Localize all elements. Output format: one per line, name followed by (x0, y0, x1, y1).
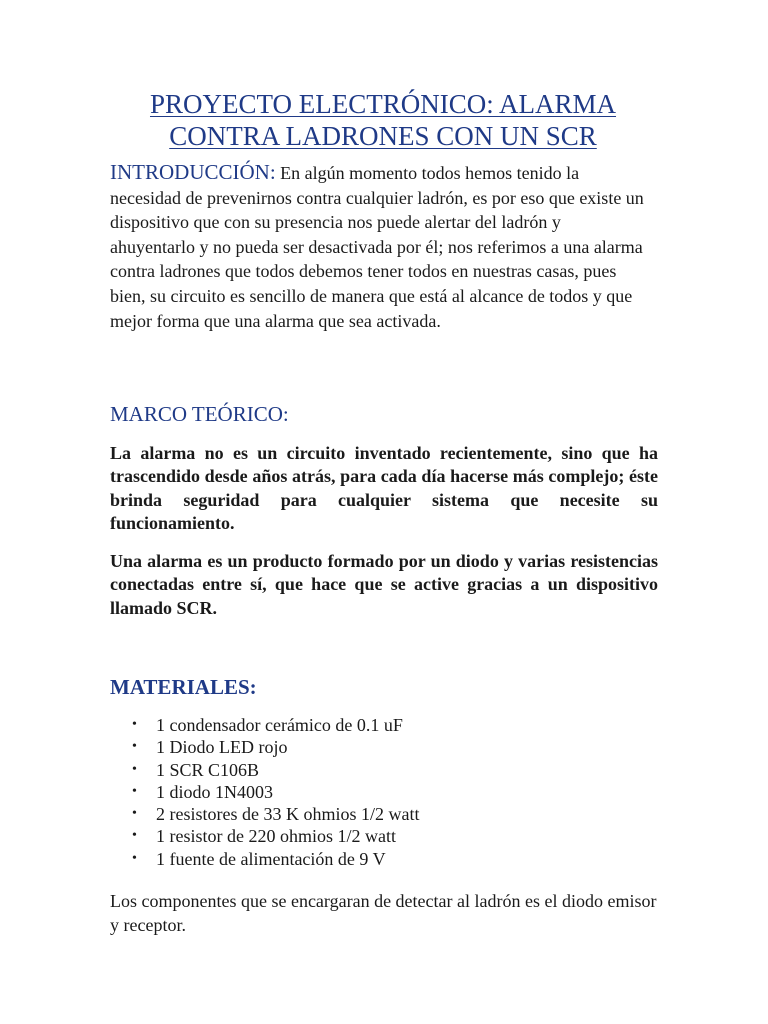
title-line-2: CONTRA LADRONES CON UN SCR (169, 121, 597, 151)
document-title (100, 88, 666, 152)
title-line-1: PROYECTO ELECTRÓNICO: ALARMA (149, 89, 617, 119)
materiales-heading: MATERIALES: (110, 675, 257, 699)
list-item: • 1 resistor de 220 ohmios 1/2 watt (132, 826, 396, 847)
intro-paragraph (110, 160, 650, 333)
list-item: • 1 fuente de alimentación de 9 V (132, 848, 386, 869)
materiales-list (110, 714, 419, 870)
list-item: • 2 resistores de 33 K ohmios 1/2 watt (132, 804, 420, 825)
marco-paragraph-1: La alarma no es un circuito inventado recientemente, sino que ha trascendido desde años atrás, para cada día hacerse más complejo; éste brinda seguridad para cualquier sistema que necesite su funcionamiento. (110, 443, 658, 533)
marco-teorico-heading: MARCO TEÓRICO: (110, 402, 289, 426)
list-item: • 1 Diodo LED rojo (132, 737, 288, 758)
bullet-icon: • (132, 739, 137, 755)
bullet-icon: • (132, 850, 137, 866)
bullet-icon: • (132, 783, 137, 799)
intro-label: INTRODUCCIÓN: (110, 160, 276, 184)
list-item: • 1 diodo 1N4003 (132, 781, 273, 802)
bullet-icon: • (132, 717, 137, 732)
intro-text: En algún momento todos hemos tenido la necesidad de prevenirnos contra cualquier ladrón, es por eso que existe un dispositivo que con su presencia nos puede alertar del ladrón y ahuyentarlo y no pueda ser desactivada por él; nos referimos a una alarma contra ladrones que todos debemos tener todos en nuestras casas, pues bien, su circuito es sencillo de manera que está al alcance de todos y que mejor forma que una alarma que sea activada. (110, 163, 644, 331)
marco-paragraph-2: Una alarma es un producto formado por un diodo y varias resistencias conectadas entre sí, que hace que se active gracias a un dispositivo llamado SCR. (110, 551, 658, 618)
bullet-icon: • (132, 806, 137, 822)
bullet-icon: • (132, 828, 137, 844)
list-item: • 1 condensador cerámico de 0.1 uF (132, 715, 403, 735)
bullet-icon: • (132, 761, 137, 777)
closing-paragraph: Los componentes que se encargaran de detectar al ladrón es el diodo emisor y receptor. (110, 891, 657, 935)
list-item: • 1 SCR C106B (132, 759, 260, 780)
